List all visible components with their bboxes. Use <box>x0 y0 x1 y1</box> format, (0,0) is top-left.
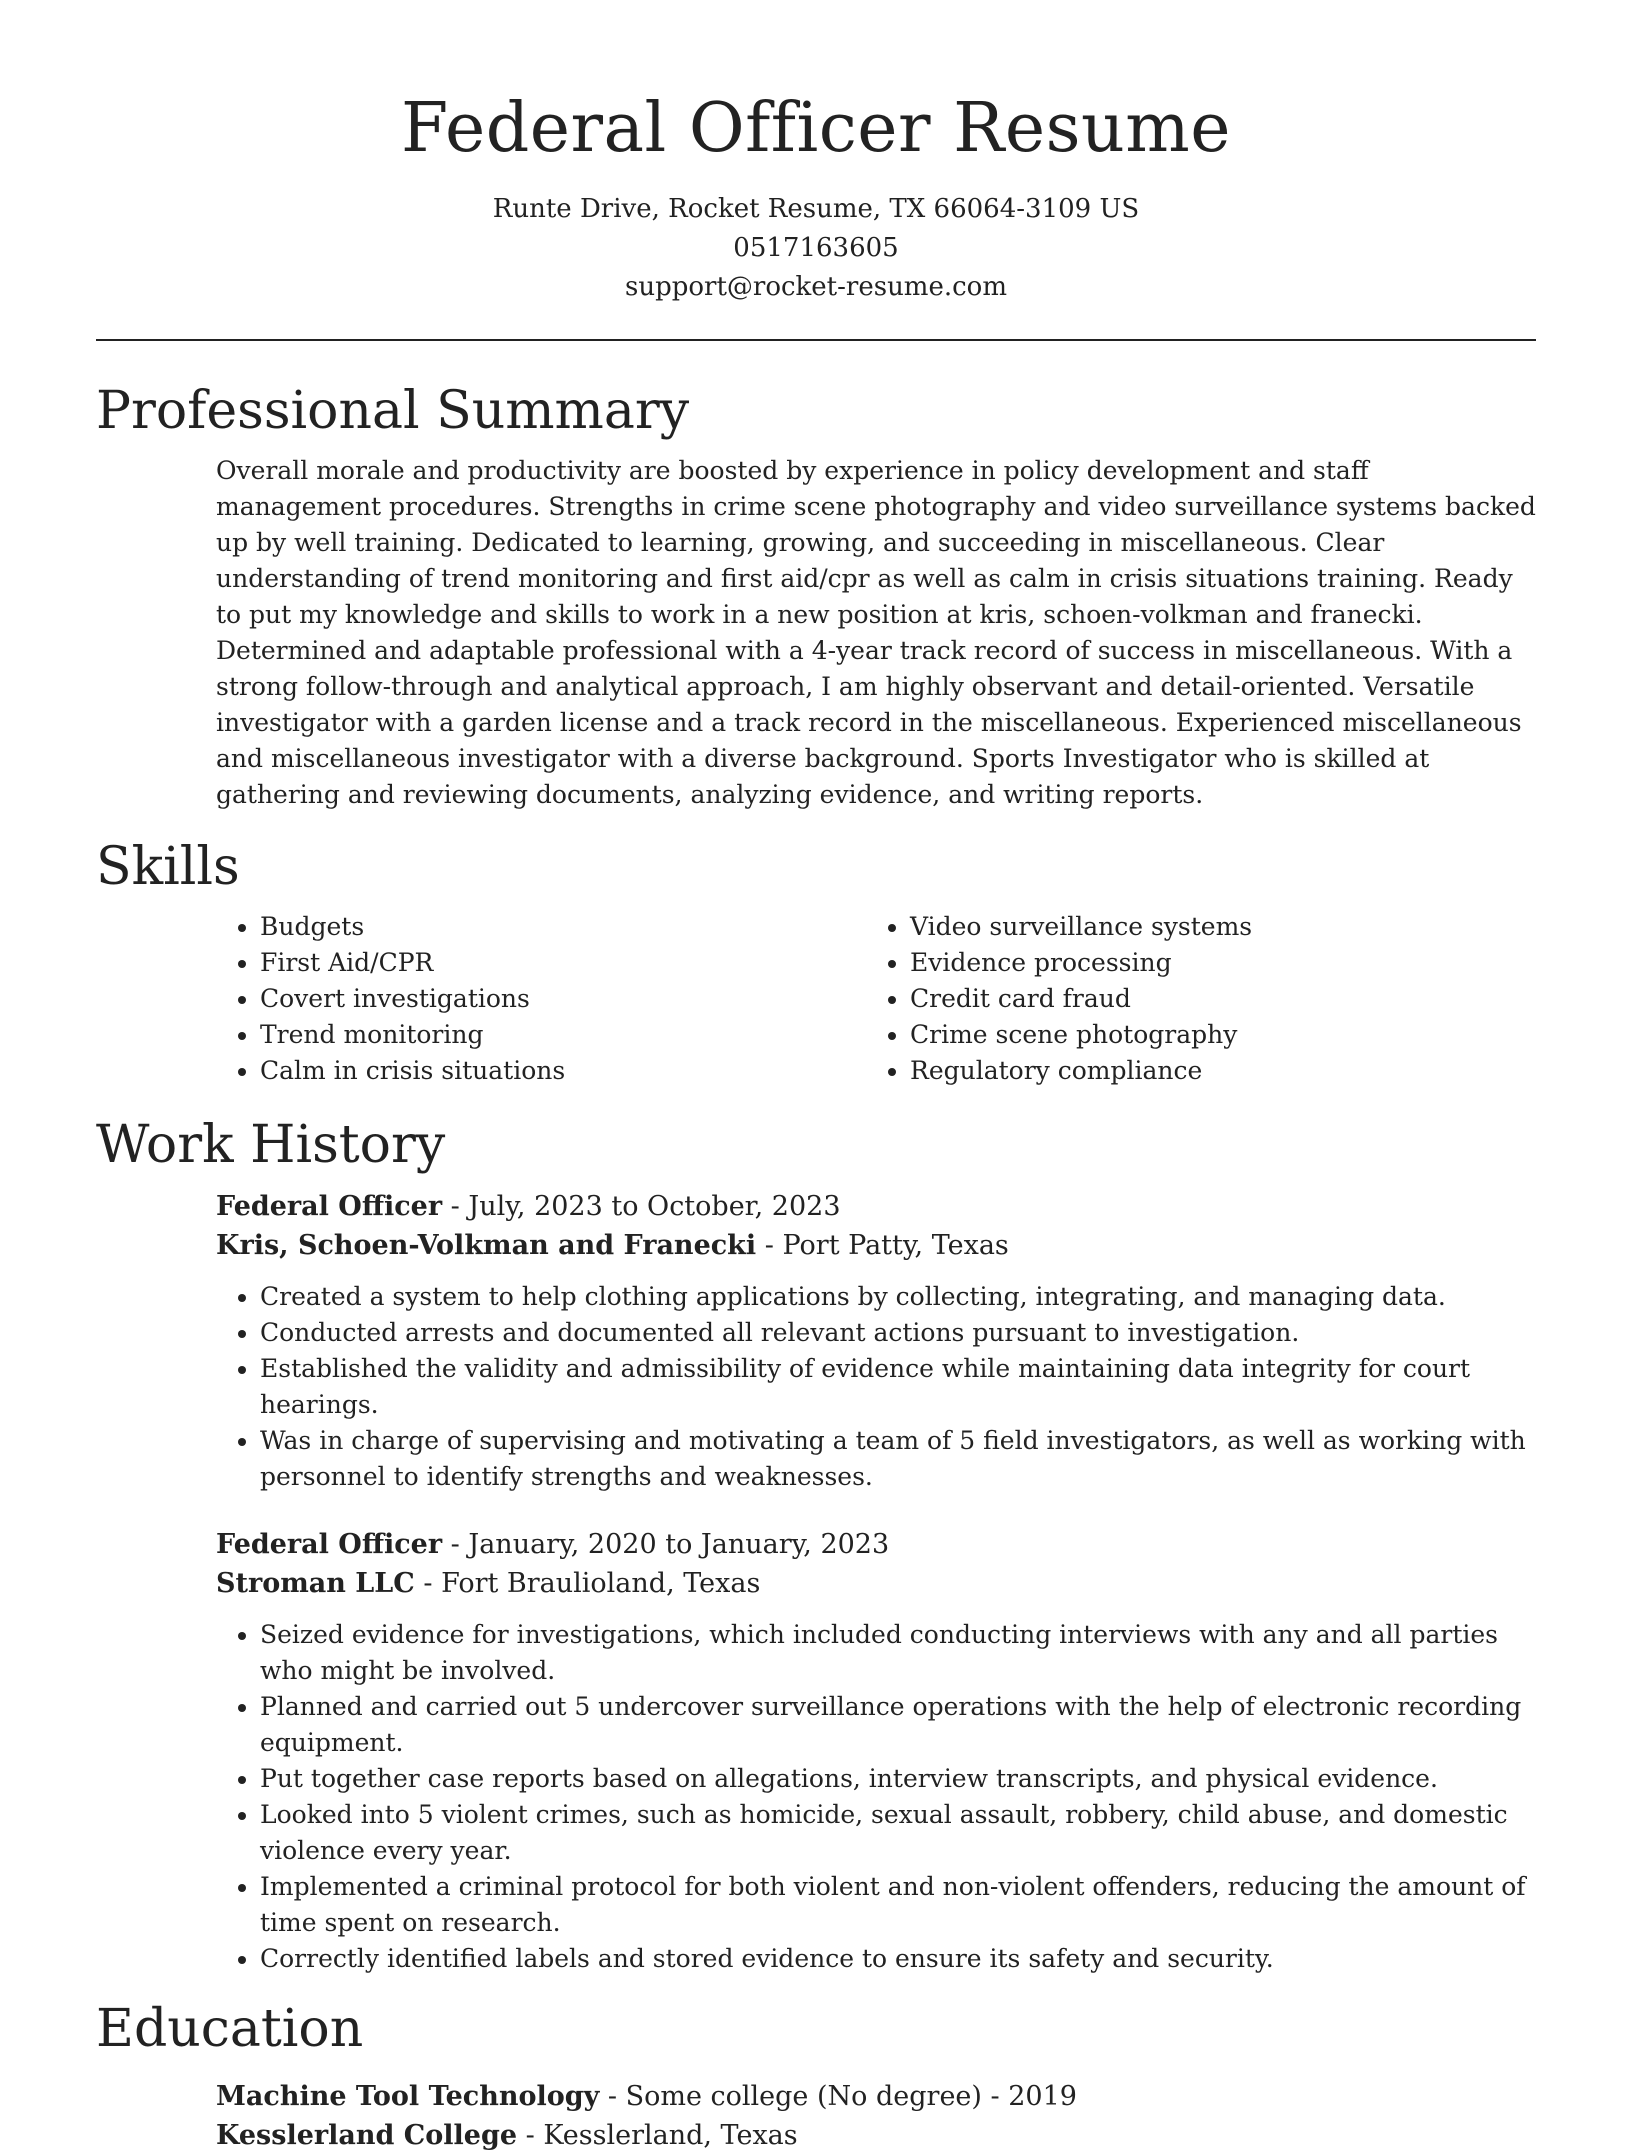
education-school-line: Kesslerland College - Kesslerland, Texas <box>216 2120 798 2151</box>
skill-item: • Crime scene photography <box>910 1017 1516 1053</box>
job-duty: • Was in charge of supervising and motivating a team of 5 field investigators, as well as working with personnel to identify strengths and weaknesses. <box>260 1423 1536 1495</box>
job-title: Federal Officer <box>216 1529 443 1560</box>
job-dates: July, 2023 to October, 2023 <box>468 1191 841 1222</box>
job-duty: • Implemented a criminal protocol for both violent and non-violent offenders, reducing the amount of time spent on research. <box>260 1869 1536 1941</box>
summary-heading: Professional Summary <box>96 381 690 441</box>
education-degree: Some college (No degree) <box>625 2081 982 2112</box>
education-program: Machine Tool Technology <box>216 2081 600 2112</box>
skill-item: • Calm in crisis situations <box>260 1053 866 1089</box>
job-location: Fort Braulioland, Texas <box>441 1568 761 1599</box>
job-title: Federal Officer <box>216 1191 443 1222</box>
education-year: 2019 <box>1008 2081 1077 2112</box>
work-history-heading: Work History <box>96 1115 446 1175</box>
education-program-line: Machine Tool Technology - Some college (No degree) - 2019 <box>216 2081 1077 2112</box>
resume-title: Federal Officer Resume <box>400 89 1232 168</box>
job-entry <box>216 1525 1536 1977</box>
skill-item: • Credit card fraud <box>910 981 1516 1017</box>
job-title-line: Federal Officer - July, 2023 to October, 2023 <box>216 1191 841 1222</box>
summary-text: Overall morale and productivity are boosted by experience in policy development and staff management procedures. Strengths in crime scene photography and video surveillance systems backed up by well training. Dedicated to learning, growing, and succeeding in miscellaneous. Clear understanding of trend monitoring and first aid/cpr as well as calm in crisis situations training. Ready to put my knowledge and skills to work in a new position at kris, schoen-volkman and franecki. Determined and adaptable professional with a 4-year track record of success in miscellaneous. With a strong follow-through and analytical approach, I am highly observant and detail-oriented. Versatile investigator with a garden license and a track record in the miscellaneous. Experienced miscellaneous and miscellaneous investigator with a diverse background. Sports Investigator who is skilled at gathering and reviewing documents, analyzing evidence, and writing reports. <box>216 456 1536 809</box>
contact-address: Runte Drive, Rocket Resume, TX 66064-3109 US <box>492 194 1140 224</box>
job-employer: Kris, Schoen-Volkman and Franecki <box>216 1230 757 1261</box>
job-duty: • Established the validity and admissibility of evidence while maintaining data integrity for court hearings. <box>260 1351 1536 1423</box>
header-divider <box>96 339 1536 341</box>
skills-column-right <box>866 909 1516 1089</box>
job-entry <box>216 1187 1536 1495</box>
job-title-line: Federal Officer - January, 2020 to January, 2023 <box>216 1529 890 1560</box>
job-duty: • Conducted arrests and documented all relevant actions pursuant to investigation. <box>260 1315 1536 1351</box>
skills-list <box>216 909 1536 1089</box>
job-duties <box>216 1279 1536 1495</box>
contact-phone: 0517163605 <box>733 233 899 263</box>
job-duty: • Correctly identified labels and stored evidence to ensure its safety and security. <box>260 1941 1536 1977</box>
job-duties <box>216 1617 1536 1977</box>
work-history-list <box>216 1187 1536 1977</box>
skill-item: • Video surveillance systems <box>910 909 1516 945</box>
job-employer: Stroman LLC <box>216 1568 415 1599</box>
skill-item: • Evidence processing <box>910 945 1516 981</box>
contact-block <box>96 190 1536 307</box>
job-employer-line: Stroman LLC - Fort Braulioland, Texas <box>216 1568 761 1599</box>
job-duty: • Looked into 5 violent crimes, such as homicide, sexual assault, robbery, child abuse, and domestic violence every year. <box>260 1797 1536 1869</box>
job-duty: • Created a system to help clothing applications by collecting, integrating, and managing data. <box>260 1279 1536 1315</box>
education-location: Kesslerland, Texas <box>543 2120 798 2151</box>
skills-column-left <box>216 909 866 1089</box>
job-location: Port Patty, Texas <box>782 1230 1009 1261</box>
education-school: Kesslerland College <box>216 2120 518 2151</box>
job-dates: January, 2020 to January, 2023 <box>468 1529 890 1560</box>
skill-item: • Covert investigations <box>260 981 866 1017</box>
skills-heading: Skills <box>96 837 240 897</box>
skill-item: • Trend monitoring <box>260 1017 866 1053</box>
job-duty: • Put together case reports based on allegations, interview transcripts, and physical evidence. <box>260 1761 1536 1797</box>
skill-item: • First Aid/CPR <box>260 945 866 981</box>
job-duty: • Seized evidence for investigations, which included conducting interviews with any and all parties who might be involved. <box>260 1617 1536 1689</box>
skill-item: • Budgets <box>260 909 866 945</box>
education-heading: Education <box>96 1999 364 2059</box>
job-employer-line: Kris, Schoen-Volkman and Franecki - Port Patty, Texas <box>216 1230 1009 1261</box>
skill-item: • Regulatory compliance <box>910 1053 1516 1089</box>
education-entry <box>216 2077 1536 2155</box>
contact-email: support@rocket-resume.com <box>624 272 1007 302</box>
job-duty: • Planned and carried out 5 undercover surveillance operations with the help of electronic recording equipment. <box>260 1689 1536 1761</box>
